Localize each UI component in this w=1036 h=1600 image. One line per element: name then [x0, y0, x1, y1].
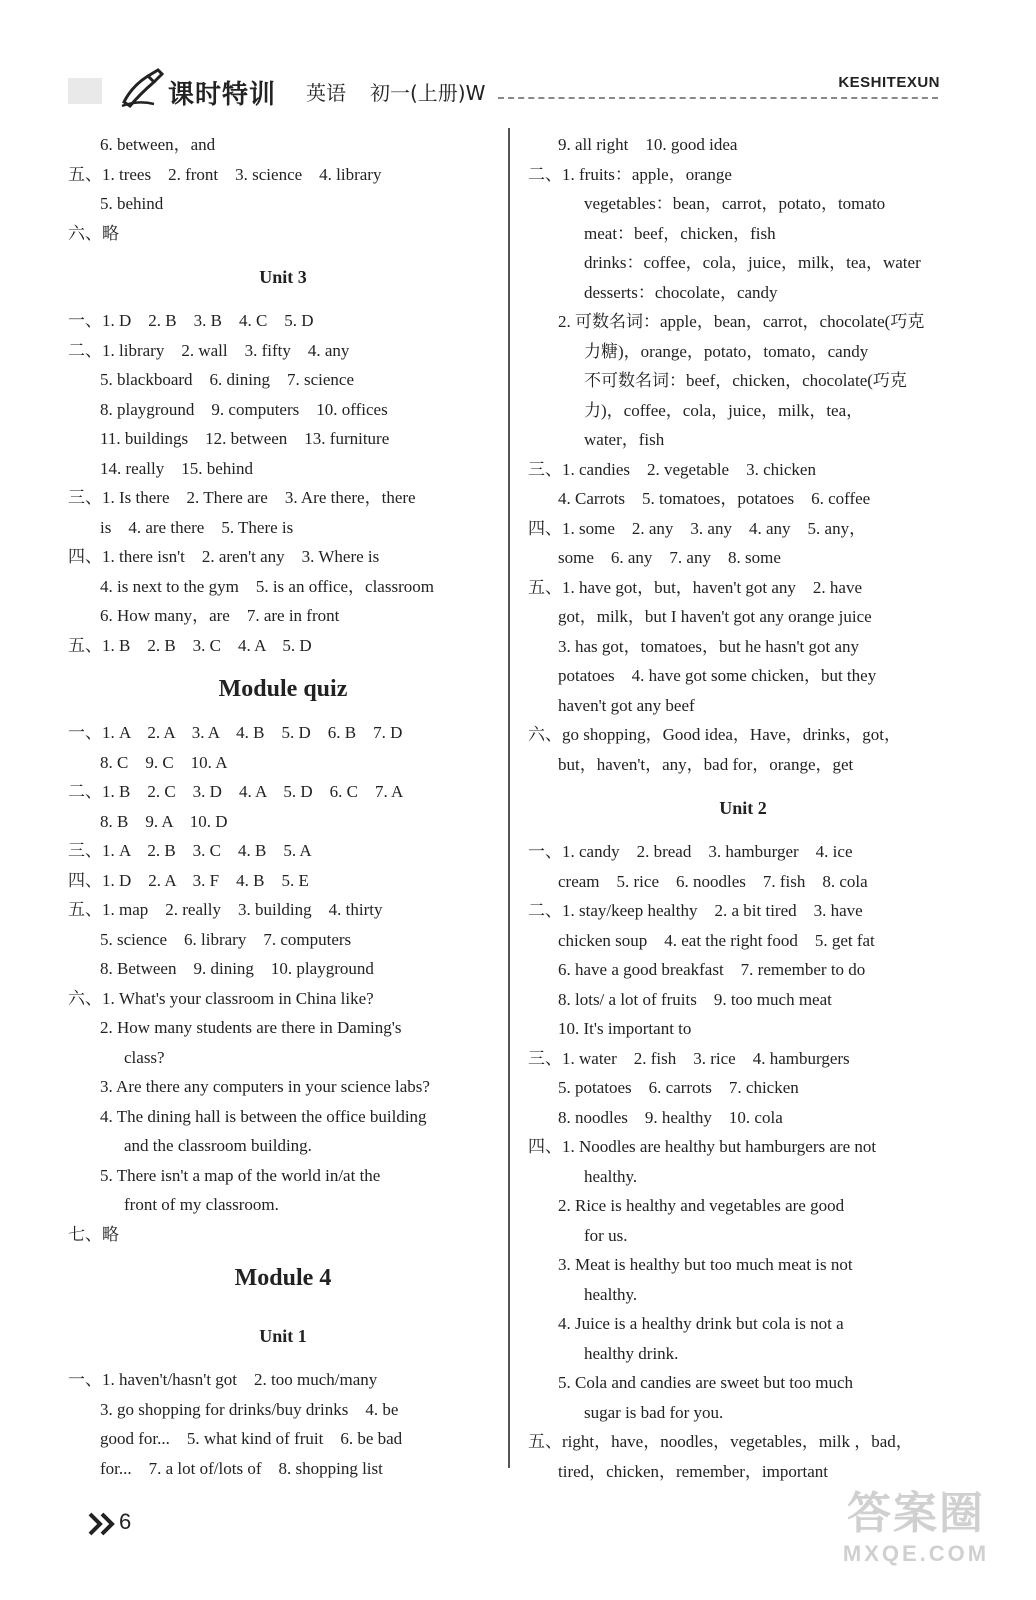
pen-logo-icon [118, 66, 170, 110]
answer-line: 二、1. fruits：apple，orange [528, 164, 732, 184]
answer-line: cream 5. rice 6. noodles 7. fish 8. cola [558, 871, 868, 891]
answer-line: 3. Meat is healthy but too much meat is not [558, 1255, 853, 1274]
answer-line: and the classroom building. [124, 1136, 312, 1155]
answer-line: healthy. [584, 1166, 638, 1186]
answer-line: but，haven't，any，bad for，orange，get [558, 754, 854, 774]
answer-line: water，fish [584, 430, 665, 449]
answer-line: 一、1. candy 2. bread 3. hamburger 4. ice [528, 842, 853, 861]
answer-line: meat：beef，chicken，fish [584, 223, 776, 243]
answer-line: 4. Juice is a healthy drink but cola is not a [558, 1314, 844, 1333]
answer-line: 10. It's important to [558, 1019, 692, 1038]
answer-line: got，milk，but I haven't got any orange juice [558, 607, 872, 626]
answer-line: 三、1. Is there 2. There are 3. Are there，there [68, 488, 416, 507]
answer-line: class? [124, 1047, 165, 1067]
answer-line: 三、1. A 2. B 3. C 4. B 5. A [68, 841, 312, 860]
watermark-url: MXQE.COM [842, 1541, 990, 1566]
grade-label: 初一(上册)W [370, 81, 486, 105]
answer-line: 8. lots/ a lot of fruits 9. too much meat [558, 989, 832, 1009]
answer-line: 4. is next to the gym 5. is an office，classroom [100, 576, 434, 596]
answer-line: 6. have a good breakfast 7. remember to do [558, 960, 866, 979]
answer-line: 四、1. some 2. any 3. any 4. any 5. any， [528, 518, 867, 538]
answer-line: healthy drink. [584, 1343, 679, 1363]
answer-line: haven't got any beef [558, 695, 695, 715]
answer-line: 14. really 15. behind [100, 458, 253, 478]
section-heading: Unit 2 [719, 798, 767, 818]
answer-line: 三、1. water 2. fish 3. rice 4. hamburgers [528, 1048, 850, 1068]
section-heading: Unit 1 [259, 1326, 307, 1346]
answer-line: 5. blackboard 6. dining 7. science [100, 370, 354, 389]
column-divider [508, 128, 510, 1468]
answer-line: 二、1. B 2. C 3. D 4. A 5. D 6. C 7. A [68, 782, 404, 801]
answer-line: 5. behind [100, 194, 164, 213]
left-column [68, 130, 498, 1483]
page-number: 6 [119, 1509, 132, 1534]
answer-line: 8. B 9. A 10. D [100, 811, 228, 831]
section-heading: Module 4 [234, 1265, 332, 1291]
watermark-text: 答案圈 [847, 1489, 985, 1538]
subject-label: 英语 [306, 81, 346, 105]
answer-line: 六、1. What's your classroom in China like? [68, 988, 374, 1008]
answer-line: 5. There isn't a map of the world in/at the [100, 1165, 381, 1185]
answer-line: 2. How many students are there in Daming's [100, 1018, 402, 1037]
answer-line: 一、1. A 2. A 3. A 4. B 5. D 6. B 7. D [68, 723, 403, 742]
answer-line: 五、1. map 2. really 3. building 4. thirty [68, 900, 383, 919]
answer-line: good for... 5. what kind of fruit 6. be bad [100, 1429, 403, 1448]
answer-line: some 6. any 7. any 8. some [558, 548, 781, 567]
answer-line: 五、right，have，noodles，vegetables，milk ，bad， [528, 1432, 913, 1451]
answer-line: 五、1. trees 2. front 3. science 4. library [68, 164, 382, 184]
answer-line: 三、1. candies 2. vegetable 3. chicken [528, 459, 816, 479]
answer-line: 8. noodles 9. healthy 10. cola [558, 1107, 783, 1127]
answer-line: 6. How many，are 7. are in front [100, 606, 340, 625]
answer-line: 3. has got，tomatoes，but he hasn't got any [558, 636, 859, 656]
brand-title: 课时特训 [168, 80, 277, 110]
answer-line: is 4. are there 5. There is [100, 517, 294, 537]
header-gray-box [68, 78, 102, 104]
answer-line: healthy. [584, 1284, 638, 1304]
section-heading: Module quiz [218, 676, 348, 702]
answer-line: 3. go shopping for drinks/buy drinks 4. be [100, 1399, 399, 1419]
answer-line: front of my classroom. [124, 1195, 279, 1214]
answer-line: 一、1. D 2. B 3. B 4. C 5. D [68, 311, 314, 330]
page-header [0, 0, 1036, 115]
answer-line: chicken soup 4. eat the right food 5. get fat [558, 930, 875, 950]
answer-line: 5. Cola and candies are sweet but too much [558, 1373, 854, 1392]
answer-line: 六、go shopping，Good idea，Have，drinks，got， [528, 725, 902, 744]
answer-line: 2. Rice is healthy and vegetables are good [558, 1196, 845, 1215]
answer-line: vegetables：bean，carrot，potato，tomato [584, 194, 886, 213]
answer-line: 4. The dining hall is between the office building [100, 1106, 427, 1126]
answer-line: 四、1. D 2. A 3. F 4. B 5. E [68, 870, 309, 890]
section-heading: Unit 3 [259, 267, 307, 287]
answer-line: 4. Carrots 5. tomatoes，potatoes 6. coffee [558, 489, 871, 508]
answer-line: 五、1. have got，but，haven't got any 2. have [528, 577, 863, 597]
answer-line: 四、1. there isn't 2. aren't any 3. Where is [68, 547, 380, 566]
answer-line: 11. buildings 12. between 13. furniture [100, 429, 390, 448]
answer-line: for... 7. a lot of/lots of 8. shopping list [100, 1458, 383, 1478]
answer-line: 七、略 [68, 1224, 119, 1244]
answer-line: for us. [584, 1225, 628, 1245]
answer-line: 6. between，and [100, 135, 216, 154]
answer-line: desserts：chocolate，candy [584, 282, 778, 302]
answer-line: sugar is bad for you. [584, 1402, 724, 1422]
answer-line: 3. Are there any computers in your science labs? [100, 1077, 430, 1096]
answer-line: tired，chicken，remember，important [558, 1461, 829, 1481]
answer-line: 8. playground 9. computers 10. offices [100, 399, 388, 419]
answer-line: 5. science 6. library 7. computers [100, 929, 352, 949]
watermark-logo [836, 1488, 996, 1572]
answer-line: 一、1. haven't/hasn't got 2. too much/many [68, 1370, 378, 1389]
right-column [528, 130, 958, 1486]
answer-line: 六、略 [68, 223, 119, 243]
answer-line: 力糖)，orange，potato，tomato，candy [584, 341, 869, 361]
answer-line: 不可数名词：beef，chicken，chocolate(巧克 [584, 371, 907, 390]
header-dashed-rule [498, 97, 938, 99]
answer-line: 力)，coffee，cola，juice，milk，tea， [584, 400, 864, 420]
answer-line: 五、1. B 2. B 3. C 4. A 5. D [68, 635, 312, 655]
answer-line: 二、1. library 2. wall 3. fifty 4. any [68, 340, 350, 360]
answer-line: drinks：coffee，cola，juice，milk，tea，water [584, 253, 921, 272]
answer-line: 8. C 9. C 10. A [100, 752, 228, 772]
header-right-label: KESHITEXUN [838, 74, 940, 91]
answer-line: 9. all right 10. good idea [558, 135, 738, 154]
double-chevron-icon [88, 1511, 118, 1537]
answer-line: 二、1. stay/keep healthy 2. a bit tired 3. have [528, 901, 863, 920]
answer-line: 2. 可数名词：apple，bean，carrot，chocolate(巧克 [558, 312, 925, 331]
answer-line: 8. Between 9. dining 10. playground [100, 959, 374, 978]
answer-line: potatoes 4. have got some chicken，but they [558, 666, 877, 685]
answer-line: 5. potatoes 6. carrots 7. chicken [558, 1078, 799, 1097]
answer-line: 四、1. Noodles are healthy but hamburgers are not [528, 1137, 877, 1156]
